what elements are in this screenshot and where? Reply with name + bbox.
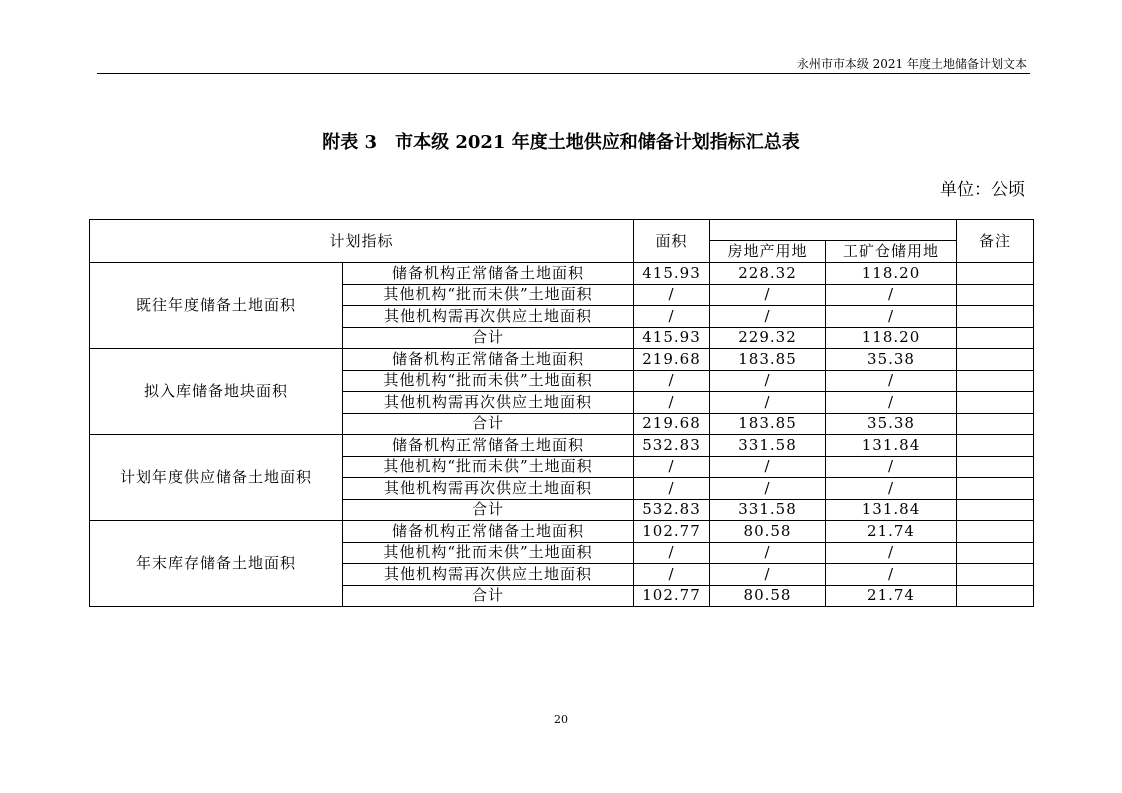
industrial-cell: / xyxy=(826,542,957,564)
remarks-cell xyxy=(957,478,1034,500)
remarks-cell xyxy=(957,263,1034,285)
area-cell: 219.68 xyxy=(634,413,710,435)
real-estate-cell: 80.58 xyxy=(710,585,826,607)
area-cell: / xyxy=(634,456,710,478)
real-estate-cell: / xyxy=(710,392,826,414)
area-cell: 532.83 xyxy=(634,435,710,457)
item-cell: 合计 xyxy=(343,327,634,349)
group-label: 计划年度供应储备土地面积 xyxy=(90,435,343,521)
real-estate-cell: 183.85 xyxy=(710,349,826,371)
table-row xyxy=(90,263,1034,285)
item-cell: 其他机构需再次供应土地面积 xyxy=(343,306,634,328)
industrial-cell: 118.20 xyxy=(826,327,957,349)
header-rule xyxy=(97,73,1030,74)
item-cell: 其他机构“批而未供”土地面积 xyxy=(343,284,634,306)
area-cell: 102.77 xyxy=(634,585,710,607)
real-estate-cell: / xyxy=(710,478,826,500)
area-cell: 102.77 xyxy=(634,521,710,543)
header-area: 面积 xyxy=(634,220,710,263)
area-cell: 219.68 xyxy=(634,349,710,371)
industrial-cell: 35.38 xyxy=(826,413,957,435)
remarks-cell xyxy=(957,456,1034,478)
item-cell: 其他机构“批而未供”土地面积 xyxy=(343,370,634,392)
item-cell: 其他机构需再次供应土地面积 xyxy=(343,478,634,500)
industrial-cell: / xyxy=(826,284,957,306)
real-estate-cell: 80.58 xyxy=(710,521,826,543)
summary-table xyxy=(89,219,1034,607)
page-number: 20 xyxy=(554,713,568,726)
remarks-cell xyxy=(957,542,1034,564)
running-header: 永州市市本级 2021 年度土地储备计划文本 xyxy=(796,57,1027,71)
table-row xyxy=(90,349,1034,371)
title-text: 市本级 2021 年度土地供应和储备计划指标汇总表 xyxy=(395,132,800,153)
group-label: 年末库存储备土地面积 xyxy=(90,521,343,607)
table-header-row xyxy=(90,220,1034,241)
remarks-cell xyxy=(957,306,1034,328)
item-cell: 储备机构正常储备土地面积 xyxy=(343,435,634,457)
item-cell: 其他机构需再次供应土地面积 xyxy=(343,392,634,414)
industrial-cell: / xyxy=(826,370,957,392)
real-estate-cell: / xyxy=(710,456,826,478)
page-title xyxy=(0,132,1122,154)
header-remarks: 备注 xyxy=(957,220,1034,263)
remarks-cell xyxy=(957,585,1034,607)
real-estate-cell: / xyxy=(710,542,826,564)
header-land-use-group xyxy=(710,220,957,241)
item-cell: 其他机构“批而未供”土地面积 xyxy=(343,542,634,564)
area-cell: / xyxy=(634,306,710,328)
remarks-cell xyxy=(957,435,1034,457)
real-estate-cell: / xyxy=(710,564,826,586)
table-row xyxy=(90,521,1034,543)
industrial-cell: 131.84 xyxy=(826,435,957,457)
remarks-cell xyxy=(957,392,1034,414)
header-real-estate: 房地产用地 xyxy=(710,241,826,263)
item-cell: 储备机构正常储备土地面积 xyxy=(343,521,634,543)
industrial-cell: 35.38 xyxy=(826,349,957,371)
remarks-cell xyxy=(957,284,1034,306)
header-industrial: 工矿仓储用地 xyxy=(826,241,957,263)
table-row xyxy=(90,435,1034,457)
real-estate-cell: 183.85 xyxy=(710,413,826,435)
industrial-cell: / xyxy=(826,392,957,414)
area-cell: 415.93 xyxy=(634,263,710,285)
item-cell: 合计 xyxy=(343,413,634,435)
item-cell: 其他机构需再次供应土地面积 xyxy=(343,564,634,586)
remarks-cell xyxy=(957,499,1034,521)
area-cell: / xyxy=(634,478,710,500)
item-cell: 合计 xyxy=(343,499,634,521)
remarks-cell xyxy=(957,564,1034,586)
area-cell: / xyxy=(634,564,710,586)
real-estate-cell: 331.58 xyxy=(710,499,826,521)
title-label: 附表 3 xyxy=(322,132,378,153)
remarks-cell xyxy=(957,327,1034,349)
item-cell: 合计 xyxy=(343,585,634,607)
real-estate-cell: / xyxy=(710,284,826,306)
industrial-cell: / xyxy=(826,456,957,478)
remarks-cell xyxy=(957,349,1034,371)
industrial-cell: / xyxy=(826,564,957,586)
industrial-cell: 131.84 xyxy=(826,499,957,521)
remarks-cell xyxy=(957,413,1034,435)
area-cell: 415.93 xyxy=(634,327,710,349)
unit-label: 单位：公顷 xyxy=(940,180,1025,200)
area-cell: / xyxy=(634,284,710,306)
area-cell: / xyxy=(634,370,710,392)
industrial-cell: 21.74 xyxy=(826,521,957,543)
area-cell: 532.83 xyxy=(634,499,710,521)
area-cell: / xyxy=(634,542,710,564)
real-estate-cell: 229.32 xyxy=(710,327,826,349)
industrial-cell: 118.20 xyxy=(826,263,957,285)
item-cell: 其他机构“批而未供”土地面积 xyxy=(343,456,634,478)
header-indicator: 计划指标 xyxy=(90,220,634,263)
real-estate-cell: 228.32 xyxy=(710,263,826,285)
real-estate-cell: 331.58 xyxy=(710,435,826,457)
item-cell: 储备机构正常储备土地面积 xyxy=(343,349,634,371)
industrial-cell: / xyxy=(826,306,957,328)
remarks-cell xyxy=(957,521,1034,543)
remarks-cell xyxy=(957,370,1034,392)
group-label: 既往年度储备土地面积 xyxy=(90,263,343,349)
item-cell: 储备机构正常储备土地面积 xyxy=(343,263,634,285)
industrial-cell: / xyxy=(826,478,957,500)
industrial-cell: 21.74 xyxy=(826,585,957,607)
real-estate-cell: / xyxy=(710,370,826,392)
group-label: 拟入库储备地块面积 xyxy=(90,349,343,435)
real-estate-cell: / xyxy=(710,306,826,328)
area-cell: / xyxy=(634,392,710,414)
